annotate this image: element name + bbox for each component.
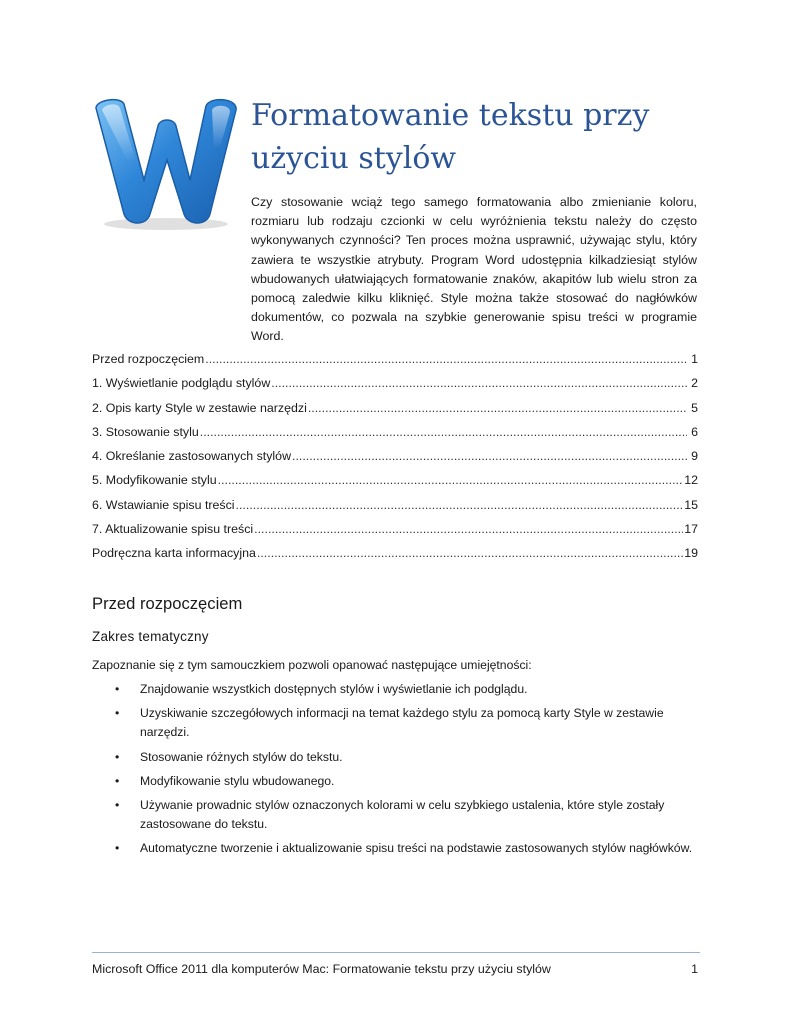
bullet-icon: •	[115, 682, 120, 696]
toc-entry-page: 5	[691, 400, 698, 415]
toc-entry-page: 2	[691, 376, 698, 391]
toc-entry-label: Przed rozpoczęciem	[92, 352, 205, 366]
toc-entry[interactable]	[92, 352, 698, 376]
page-number: 1	[691, 962, 698, 976]
bullet-icon: •	[115, 749, 120, 764]
intro-paragraph: Czy stosowanie wciąż tego samego formatowania albo zmienianie koloru, rozmiaru lub rodzaju czcionki w celu wyróżnienia tekstu należy do często wykonywanych czynności? Ten proces można usprawnić, używając stylu, który zawiera te wszystkie atrybuty. Program Word udostępnia kilkadziesiąt stylów wbudowanych ułatwiających formatowanie znaków, akapitów lub wielu stron za pomocą zaledwie kilku kliknięć. Style można także stosować do nagłówków dokumentów, co pozwala na szybkie generowanie spisu treści w programie Word.	[251, 195, 697, 344]
toc-entry[interactable]	[92, 376, 698, 400]
toc-entry-page: 9	[691, 449, 698, 464]
toc-entry[interactable]	[92, 449, 698, 473]
bullet-icon: •	[115, 706, 120, 721]
toc-entry-page: 6	[691, 424, 698, 439]
section-lead-text: Zapoznanie się z tym samouczkiem pozwoli opanować następujące umiejętności:	[92, 658, 532, 672]
toc-entry-label: 5. Modyfikowanie stylu	[92, 473, 217, 488]
table-of-contents	[92, 352, 698, 571]
toc-entry-page: 12	[684, 473, 698, 488]
list-item: • Automatyczne tworzenie i aktualizowanie spisu treści na podstawie zastosowanych stylów nagłówków.	[113, 839, 698, 858]
page-footer	[92, 962, 698, 976]
bullet-icon: •	[115, 841, 120, 856]
toc-entry-label: 7. Aktualizowanie spisu treści	[92, 522, 254, 537]
toc-entry[interactable]	[92, 473, 698, 497]
document-title: Formatowanie tekstu przy użyciu stylów	[251, 98, 650, 176]
toc-entry-label: 1. Wyświetlanie podglądu stylów	[92, 376, 271, 391]
toc-entry[interactable]	[92, 425, 698, 449]
footer-divider	[92, 952, 700, 953]
footer-text: Microsoft Office 2011 dla komputerów Mac: Formatowanie tekstu przy użyciu stylów	[92, 962, 551, 976]
list-item: • Uzyskiwanie szczegółowych informacji na temat każdego stylu za pomocą karty Style w zestawie narzędzi.	[115, 706, 664, 740]
section-heading: Przed rozpoczęciem	[92, 594, 243, 613]
skills-list	[113, 680, 698, 864]
toc-entry-page: 19	[684, 546, 698, 561]
list-item: • Używanie prowadnic stylów oznaczonych kolorami w celu szybkiego ustalenia, które style zostały zastosowane do tekstu.	[115, 798, 665, 832]
toc-entry-page: 17	[684, 522, 698, 537]
toc-entry-page: 1	[691, 352, 698, 366]
toc-entry-label: 6. Wstawianie spisu treści	[92, 497, 235, 512]
toc-entry-label: 4. Określanie zastosowanych stylów	[92, 449, 292, 464]
list-item: • Stosowanie różnych stylów do tekstu.	[113, 748, 698, 767]
list-item: • Znajdowanie wszystkich dostępnych stylów i wyświetlanie ich podglądu.	[113, 680, 698, 699]
toc-entry[interactable]	[92, 401, 698, 425]
toc-entry-label: 2. Opis karty Style w zestawie narzędzi	[92, 400, 307, 415]
toc-entry-label: 3. Stosowanie stylu	[92, 424, 199, 439]
section-subheading: Zakres tematyczny	[92, 629, 209, 644]
toc-entry-page: 15	[684, 497, 698, 512]
bullet-icon: •	[115, 798, 120, 813]
toc-entry[interactable]	[92, 546, 698, 570]
word-w-logo-icon	[92, 96, 240, 232]
toc-entry[interactable]	[92, 522, 698, 546]
list-item: • Modyfikowanie stylu wbudowanego.	[113, 772, 698, 791]
toc-entry[interactable]	[92, 498, 698, 522]
toc-entry-label: Podręczna karta informacyjna	[92, 546, 256, 561]
bullet-icon: •	[115, 773, 120, 788]
